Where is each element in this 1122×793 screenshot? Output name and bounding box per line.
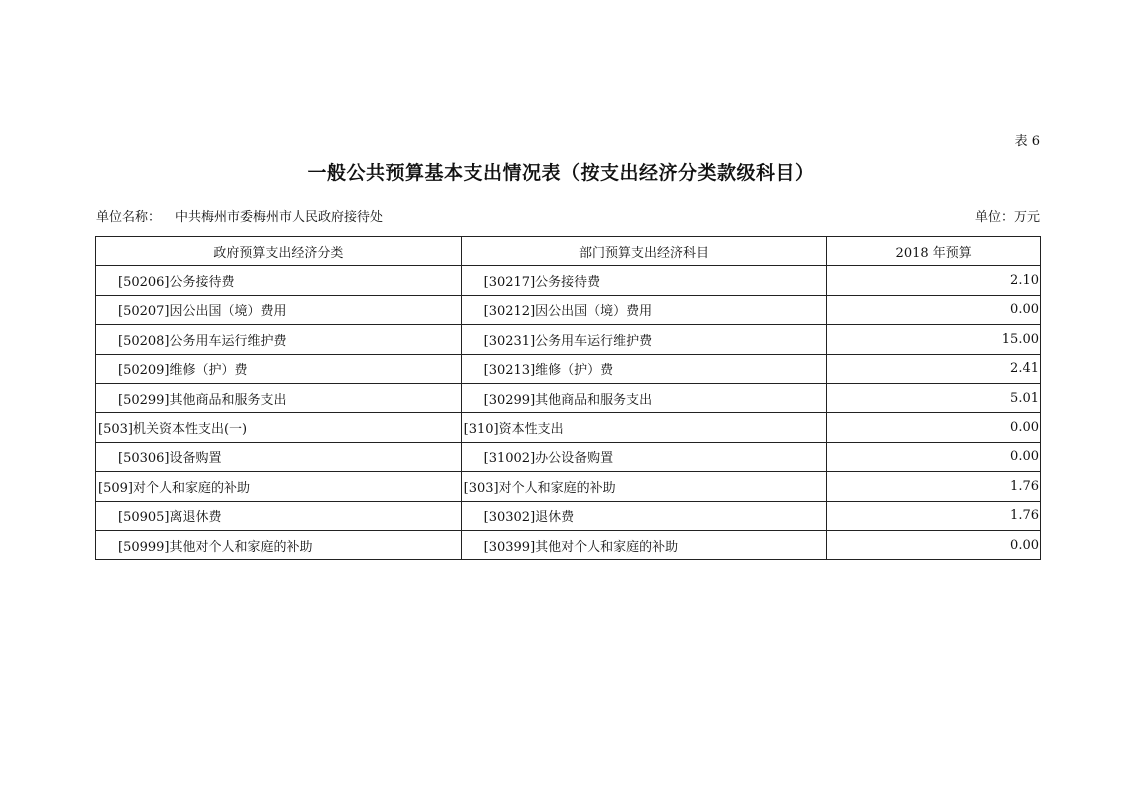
cell-dept-item: [30212]因公出国（境）费用 (461, 295, 827, 324)
table-row (96, 266, 1041, 295)
cell-amount: 0.00 (827, 530, 1041, 559)
cell-amount: 0.00 (827, 413, 1041, 442)
header-budget-2018: 2018 年预算 (827, 237, 1041, 266)
cell-dept-item: [30299]其他商品和服务支出 (461, 383, 827, 412)
cell-dept-item: [30217]公务接待费 (461, 266, 827, 295)
budget-table (95, 236, 1041, 560)
cell-dept-item: [30231]公务用车运行维护费 (461, 325, 827, 354)
cell-amount: 2.10 (827, 266, 1041, 295)
page-title: 一般公共预算基本支出情况表（按支出经济分类款级科目） (307, 162, 815, 184)
org-name: 中共梅州市委梅州市人民政府接待处 (175, 210, 384, 225)
table-row (96, 472, 1041, 501)
table-number: 表 6 (1014, 134, 1040, 149)
cell-amount: 2.41 (827, 354, 1041, 383)
cell-amount: 5.01 (827, 383, 1041, 412)
header-gov-class: 政府预算支出经济分类 (96, 237, 462, 266)
table-row (96, 530, 1041, 559)
cell-amount: 15.00 (827, 325, 1041, 354)
cell-gov-class: [50206]公务接待费 (96, 266, 462, 295)
cell-amount: 0.00 (827, 442, 1041, 471)
cell-gov-class: [50207]因公出国（境）费用 (96, 295, 462, 324)
cell-gov-class: [50208]公务用车运行维护费 (96, 325, 462, 354)
table-row (96, 501, 1041, 530)
cell-dept-item: [30302]退休费 (461, 501, 827, 530)
cell-dept-item: [30213]维修（护）费 (461, 354, 827, 383)
table-row (96, 295, 1041, 324)
cell-dept-item: [30399]其他对个人和家庭的补助 (461, 530, 827, 559)
table-row (96, 383, 1041, 412)
table-row (96, 413, 1041, 442)
table-row (96, 442, 1041, 471)
header-dept-item: 部门预算支出经济科目 (461, 237, 827, 266)
cell-gov-class: [50306]设备购置 (96, 442, 462, 471)
cell-amount: 1.76 (827, 472, 1041, 501)
table-row (96, 354, 1041, 383)
org-label: 单位名称： (96, 210, 162, 225)
currency-unit: 单位：万元 (974, 210, 1040, 225)
unit-info-row (96, 206, 1040, 225)
cell-amount: 0.00 (827, 295, 1041, 324)
cell-dept-item: [31002]办公设备购置 (461, 442, 827, 471)
cell-dept-item: [303]对个人和家庭的补助 (461, 472, 827, 501)
cell-dept-item: [310]资本性支出 (461, 413, 827, 442)
cell-amount: 1.76 (827, 501, 1041, 530)
cell-gov-class: [50905]离退休费 (96, 501, 462, 530)
table-header-row (96, 237, 1041, 266)
cell-gov-class: [50999]其他对个人和家庭的补助 (96, 530, 462, 559)
cell-gov-class: [50299]其他商品和服务支出 (96, 383, 462, 412)
table-body (96, 266, 1041, 560)
table-row (96, 325, 1041, 354)
cell-gov-class: [509]对个人和家庭的补助 (96, 472, 462, 501)
cell-gov-class: [50209]维修（护）费 (96, 354, 462, 383)
cell-gov-class: [503]机关资本性支出(一) (96, 413, 462, 442)
